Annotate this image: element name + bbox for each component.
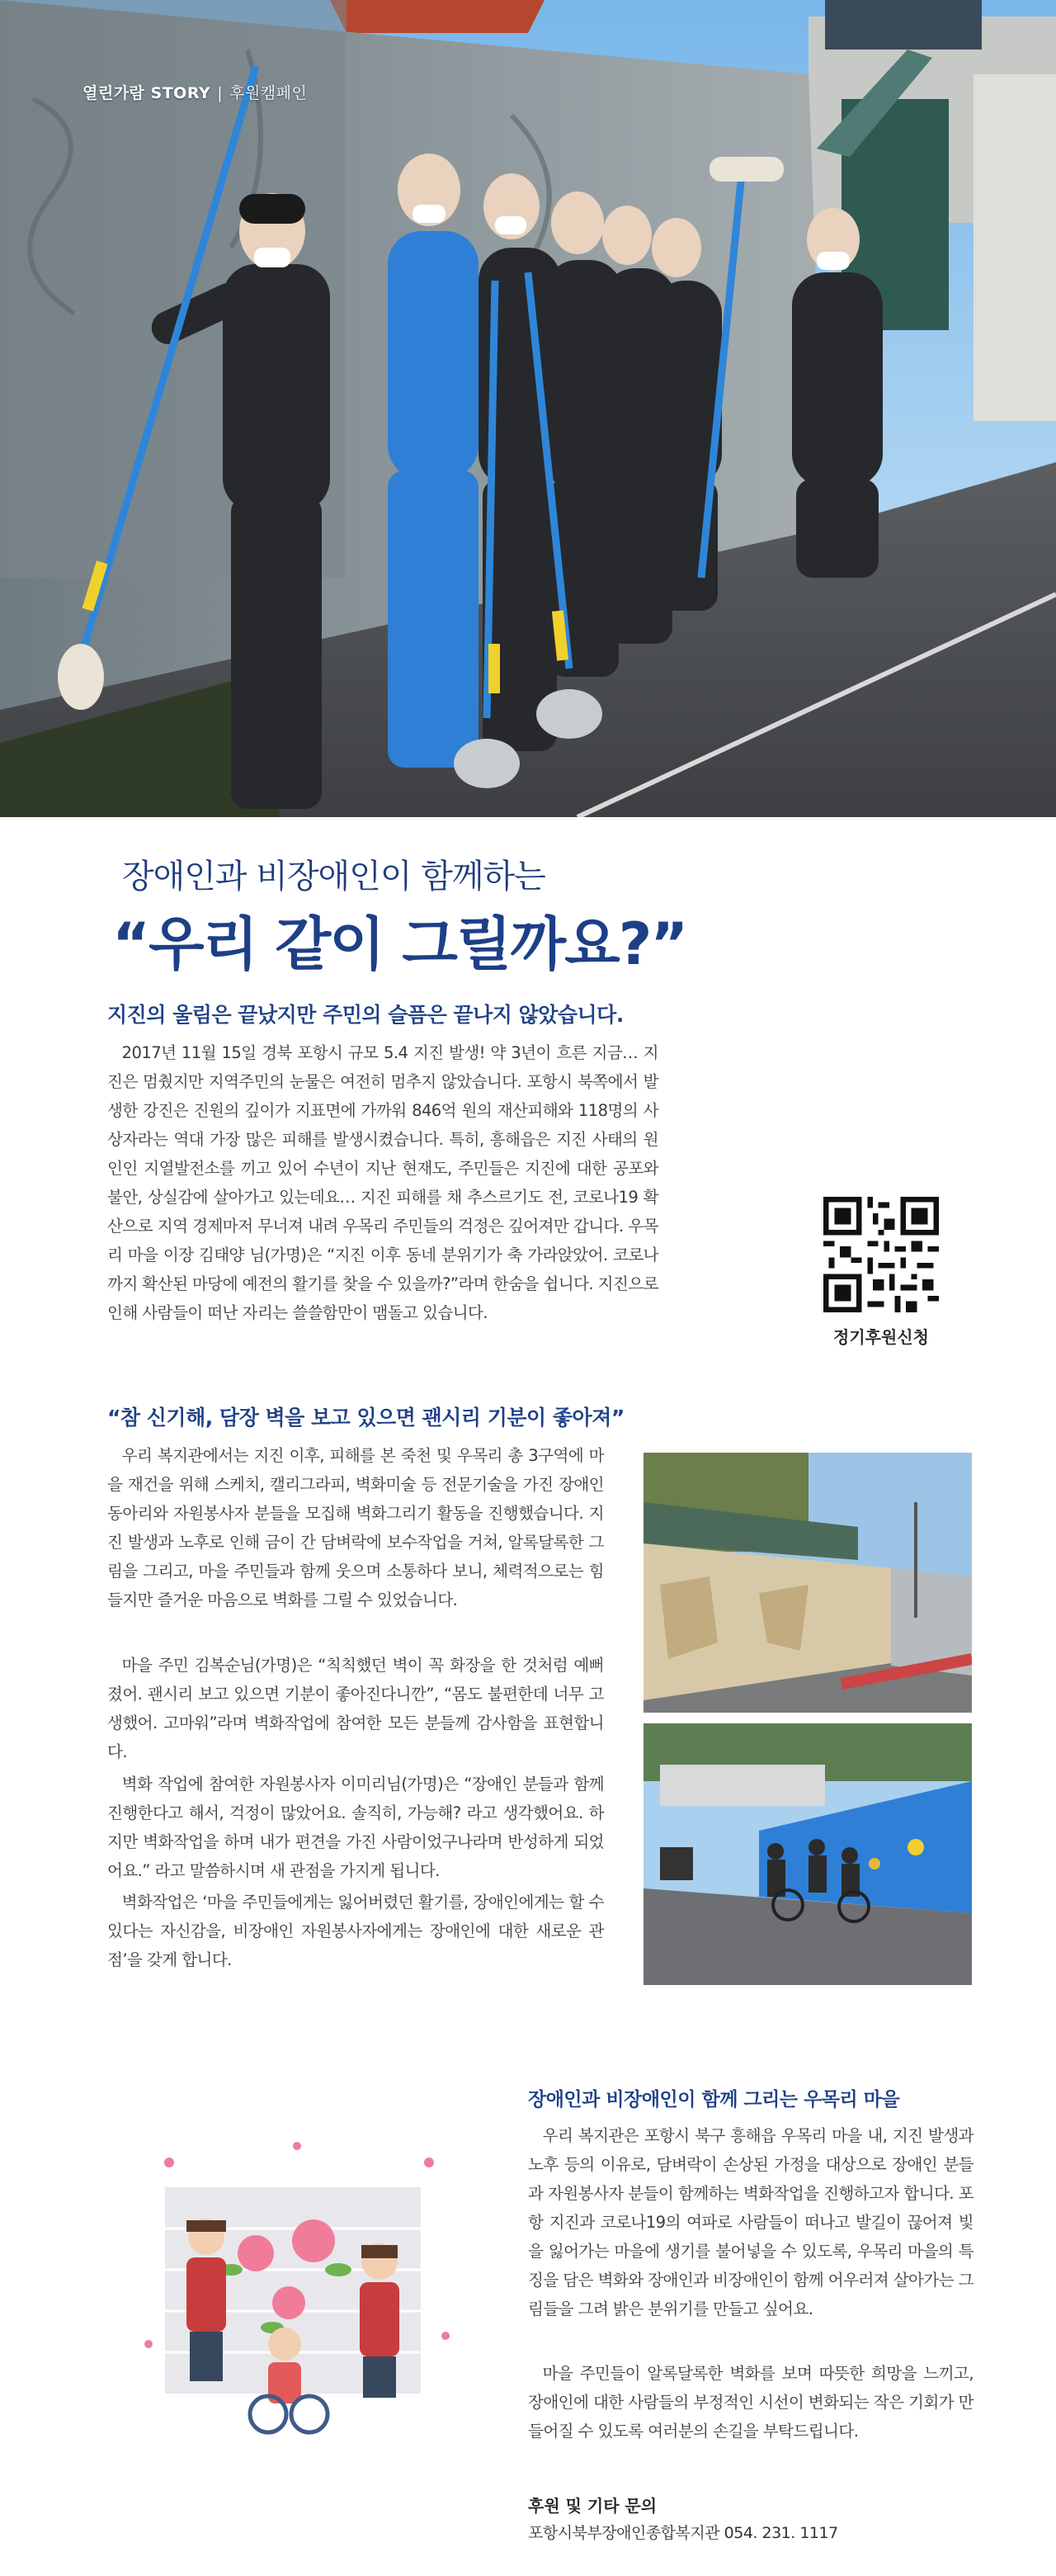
- contact-detail: 포항시북부장애인종합복지관 054. 231. 1117: [528, 2524, 838, 2542]
- section-2-paragraph-2: 마을 주민 김복순님(가명)은 “칙칙했던 벽이 꼭 화장을 한 것처럼 예뻐졌어. 괜시리 보고 있으면 기분이 좋아진다니깐”, “몸도 불편한데 너무 고생했어. 고마워”라며 벽화작업에 참여한 모든 분들께 감사함을 표현합니다.: [107, 1656, 604, 1761]
- section-2-heading: “참 신기해, 담장 벽을 보고 있으면 괜시리 기분이 좋아져”: [107, 1406, 625, 1430]
- donation-qr-code[interactable]: [823, 1197, 939, 1312]
- section-2-paragraph-1: 우리 복지관에서는 지진 이후, 피해를 본 죽천 및 우목리 총 3구역에 마을 재건을 위해 스케치, 캘리그라피, 벽화미술 등 전문기술을 가진 장애인 동아리와 자원봉사자 분들을 모집해 벽화그리기 활동을 진행했습니다. 지진 발생과 노후로 인해 금이 간 담벼락에 보수작업을 거쳐, 알록달록한 그림을 그리고, 마을 주민들과 함께 웃으며 소통하다 보니, 체력적으로는 힘들지만 즐거운 마음으로 벽화를 그릴 수 있었습니다.: [107, 1446, 604, 1609]
- damaged-wall-photo: [644, 1453, 972, 1713]
- painting-mural-image: [644, 1723, 972, 1985]
- section-2-paragraph-4: 벽화작업은 ‘마을 주민들에게는 잃어버렸던 활기를, 장애인에게는 할 수 있다는 자신감을, 비장애인 자원봉사자에게는 장애인에 대한 새로운 관점’을 갖게 합니다.: [107, 1893, 604, 1969]
- breadcrumb: [82, 81, 307, 103]
- painting-mural-photo: [644, 1723, 972, 1985]
- breadcrumb-category: 후원캠페인: [229, 84, 308, 102]
- breadcrumb-separator: |: [217, 84, 224, 102]
- section-2-paragraph-3: 벽화 작업에 참여한 자원봉사자 이미리님(가명)은 “장애인 분들과 함께 진행한다고 해서, 걱정이 많았어요. 솔직히, 가능해? 라고 생각했어요. 하지만 벽화작업을 하며 내가 편견을 가진 사람이었구나라며 반성하게 되었어요.” 라고 말씀하시며 새 관점을 가지게 됩니다.: [107, 1775, 604, 1880]
- section-1-paragraph: 2017년 11월 15일 경북 포항시 규모 5.4 지진 발생! 약 3년이 흐른 지금… 지진은 멈췄지만 지역주민의 눈물은 여전히 멈추지 않았습니다. 포항시 북쪽에서 발생한 강진은 진원의 깊이가 지표면에 가까워 846억 원의 재산피해와 118명의 사상자라는 역대 가장 많은 피해를 발생시켰습니다. 특히, 흥해읍은 지진 사태의 원인인 지열발전소를 끼고 있어 수년이 지난 현재도, 주민들은 지진에 대한 공포와 불안, 상실감에 살아가고 있는데요… 지진 피해를 채 추스르기도 전, 코로나19 확산으로 지역 경제마저 무너져 내려 우목리 주민들의 걱정은 깊어져만 갑니다. 우목리 마을 이장 김태양 님(가명)은 “지진 이후 동네 분위기가 축 가라앉았어. 코로나까지 확산된 마당에 예전의 활기를 찾을 수 있을까?”라며 한숨을 쉽니다. 지진으로 인해 사람들이 떠난 자리는 쓸쓸함만이 맴돌고 있습니다.: [107, 1043, 658, 1322]
- people-painting-flowers-illustration: [132, 2129, 462, 2451]
- section-3-heading: 장애인과 비장애인이 함께 그리는 우목리 마을: [528, 2089, 900, 2110]
- article-subtitle: 장애인과 비장애인이 함께하는: [122, 858, 545, 896]
- qr-caption: 정기후원신청: [833, 1327, 929, 1347]
- painter-right: [360, 2243, 399, 2398]
- magazine-brand: 열린가람 STORY: [82, 84, 211, 102]
- volunteers-painting-wall-illustration: [0, 0, 1056, 817]
- section-3-paragraph-2: 마을 주민들이 알록달록한 벽화를 보며 따뜻한 희망을 느끼고, 장애인에 대한 사람들의 부정적인 시선이 변화되는 작은 기회가 만들어질 수 있도록 여러분의 손길을 부탁드립니다.: [528, 2364, 974, 2441]
- section-3-paragraph-1: 우리 복지관은 포항시 북구 흥해읍 우목리 마을 내, 지진 발생과 노후 등의 이유로, 담벼락이 손상된 가정을 대상으로 장애인 분들과 자원봉사자 분들이 함께하는 벽화작업을 진행하고자 합니다. 포항 지진과 코로나19의 여파로 사람들이 떠나고 발길이 끊어져 빛을 잃어가는 마을에 생기를 불어넣을 수 있도록, 우목리 마을의 특징을 담은 벽화와 장애인과 비장애인이 함께 어우러져 살아가는 그림들을 그려 밝은 분위기를 만들고 싶어요.: [528, 2126, 974, 2318]
- section-1-heading: 지진의 울림은 끝났지만 주민의 슬픔은 끝나지 않았습니다.: [107, 1003, 624, 1027]
- painter-left: [186, 2219, 226, 2381]
- contact-title: 후원 및 기타 문의: [528, 2496, 658, 2516]
- qr-icon: [823, 1197, 939, 1312]
- mural-cartoon-illustration: [132, 2129, 462, 2451]
- article-title: “우리 같이 그릴까요?”: [112, 910, 687, 978]
- hero-photo: [0, 0, 1056, 817]
- damaged-wall-image: [644, 1453, 972, 1713]
